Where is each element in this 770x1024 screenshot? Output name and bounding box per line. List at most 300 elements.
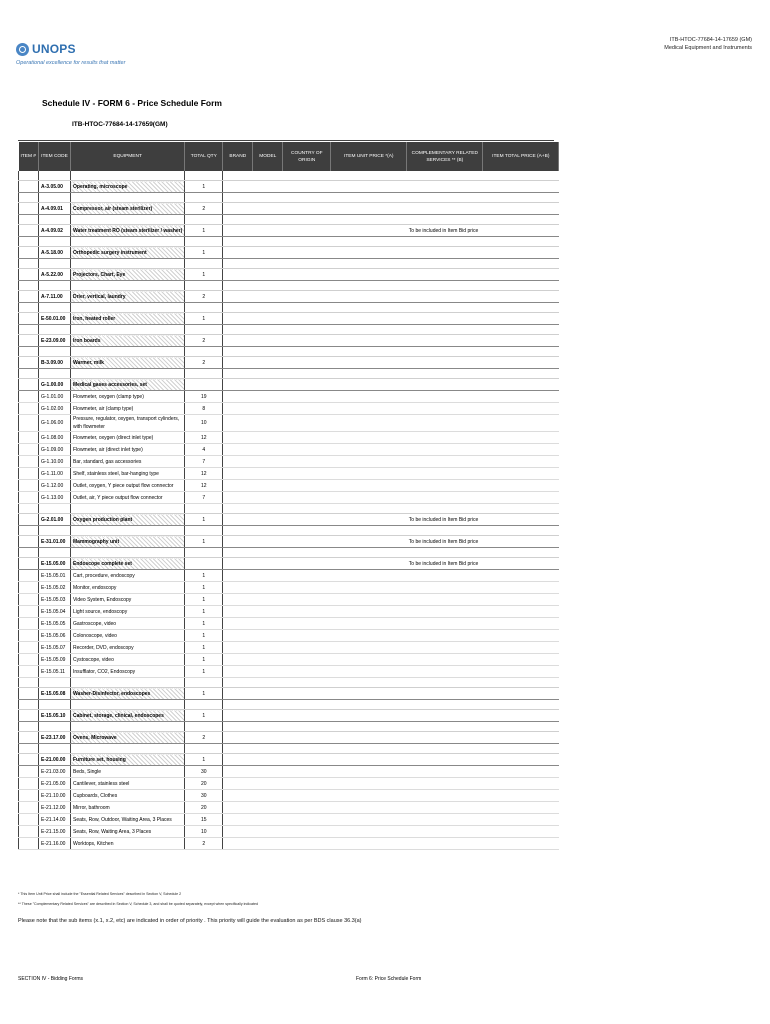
brand-cell xyxy=(223,754,253,766)
spacer-cell xyxy=(19,303,39,313)
spacer-cell xyxy=(71,237,185,247)
sub-item-row xyxy=(19,594,559,606)
table-row xyxy=(19,558,559,570)
country-cell xyxy=(283,313,331,325)
spacer-cell xyxy=(185,347,223,357)
spacer-cell xyxy=(283,347,331,357)
equipment-cell: Iron boards xyxy=(71,335,185,347)
quantity-cell: 2 xyxy=(185,357,223,369)
spacer-cell xyxy=(283,303,331,313)
item-number-cell xyxy=(19,594,39,606)
spacer-cell xyxy=(223,215,253,225)
services-cell xyxy=(407,790,483,802)
spacer-cell xyxy=(283,700,331,710)
table-header-row xyxy=(19,142,559,171)
total-price-cell xyxy=(483,754,559,766)
item-number-cell xyxy=(19,514,39,526)
spacer-cell xyxy=(39,722,71,732)
country-cell xyxy=(283,247,331,259)
unit-price-cell xyxy=(331,444,407,456)
spacer-row xyxy=(19,744,559,754)
col-code: ITEM CODE xyxy=(39,142,71,171)
total-price-cell xyxy=(483,654,559,666)
table-row xyxy=(19,313,559,325)
equipment-cell: Orthopedic surgery instrument xyxy=(71,247,185,259)
spacer-cell xyxy=(483,548,559,558)
item-code-cell: A-5.18.00 xyxy=(39,247,71,259)
spacer-cell xyxy=(253,193,283,203)
spacer-cell xyxy=(331,347,407,357)
model-cell xyxy=(253,618,283,630)
item-code-cell: G-2.01.00 xyxy=(39,514,71,526)
total-price-cell xyxy=(483,570,559,582)
brand-cell xyxy=(223,710,253,722)
country-cell xyxy=(283,754,331,766)
unit-price-cell xyxy=(331,630,407,642)
item-code-cell: E-21.00.00 xyxy=(39,754,71,766)
services-cell: To be included in Item Bid price xyxy=(407,225,483,237)
spacer-cell xyxy=(283,678,331,688)
brand-cell xyxy=(223,225,253,237)
spacer-row xyxy=(19,193,559,203)
unit-price-cell xyxy=(331,391,407,403)
item-number-cell xyxy=(19,480,39,492)
item-number-cell xyxy=(19,838,39,850)
total-price-cell xyxy=(483,514,559,526)
spacer-cell xyxy=(253,259,283,269)
quantity-cell: 1 xyxy=(185,313,223,325)
services-cell xyxy=(407,618,483,630)
equipment-cell: Medical gases accessories, set xyxy=(71,379,185,391)
spacer-cell xyxy=(39,700,71,710)
quantity-cell xyxy=(185,379,223,391)
sub-item-row xyxy=(19,570,559,582)
country-cell xyxy=(283,570,331,582)
spacer-cell xyxy=(331,193,407,203)
spacer-cell xyxy=(483,722,559,732)
total-price-cell xyxy=(483,181,559,193)
equipment-cell: Outlet, oxygen, Y piece output flow connector xyxy=(71,480,185,492)
model-cell xyxy=(253,514,283,526)
item-number-cell xyxy=(19,558,39,570)
spacer-cell xyxy=(331,259,407,269)
spacer-cell xyxy=(331,526,407,536)
unit-price-cell xyxy=(331,480,407,492)
total-price-cell xyxy=(483,357,559,369)
spacer-cell xyxy=(19,678,39,688)
country-cell xyxy=(283,710,331,722)
total-price-cell xyxy=(483,203,559,215)
spacer-cell xyxy=(331,369,407,379)
total-price-cell xyxy=(483,415,559,432)
quantity-cell: 1 xyxy=(185,247,223,259)
spacer-cell xyxy=(185,526,223,536)
unit-price-cell xyxy=(331,582,407,594)
services-cell xyxy=(407,313,483,325)
spacer-cell xyxy=(483,744,559,754)
item-number-cell xyxy=(19,802,39,814)
model-cell xyxy=(253,335,283,347)
model-cell xyxy=(253,181,283,193)
unit-price-cell xyxy=(331,432,407,444)
sub-item-row xyxy=(19,444,559,456)
item-number-cell xyxy=(19,456,39,468)
spacer-row xyxy=(19,678,559,688)
spacer-cell xyxy=(283,504,331,514)
model-cell xyxy=(253,391,283,403)
spacer-cell xyxy=(223,303,253,313)
quantity-cell: 1 xyxy=(185,754,223,766)
spacer-cell xyxy=(331,281,407,291)
quantity-cell: 10 xyxy=(185,826,223,838)
equipment-cell: Colonoscope, video xyxy=(71,630,185,642)
item-code-cell: E-15.05.00 xyxy=(39,558,71,570)
total-price-cell xyxy=(483,558,559,570)
country-cell xyxy=(283,654,331,666)
total-price-cell xyxy=(483,688,559,700)
services-cell: To be included in Item Bid price xyxy=(407,536,483,548)
equipment-cell: Washer-Disinfector, endoscopes xyxy=(71,688,185,700)
equipment-cell: Outlet, air, Y piece output flow connector xyxy=(71,492,185,504)
spacer-cell xyxy=(407,700,483,710)
services-cell xyxy=(407,432,483,444)
quantity-cell: 2 xyxy=(185,335,223,347)
footnote-2: ** These "Complementary Related Services" are described in Section V, Schedule 3, and shall be quoted separately, except when specifically indicated xyxy=(18,902,259,906)
spacer-cell xyxy=(407,744,483,754)
country-cell xyxy=(283,642,331,654)
quantity-cell: 20 xyxy=(185,778,223,790)
total-price-cell xyxy=(483,710,559,722)
quantity-cell: 2 xyxy=(185,203,223,215)
total-price-cell xyxy=(483,432,559,444)
item-code-cell: E-15.05.01 xyxy=(39,570,71,582)
spacer-cell xyxy=(331,722,407,732)
brand-cell xyxy=(223,313,253,325)
spacer-cell xyxy=(39,215,71,225)
spacer-cell xyxy=(19,526,39,536)
spacer-cell xyxy=(407,215,483,225)
brand-cell xyxy=(223,247,253,259)
sub-item-row xyxy=(19,814,559,826)
spacer-cell xyxy=(253,303,283,313)
spacer-cell xyxy=(223,325,253,335)
item-code-cell: E-21.14.00 xyxy=(39,814,71,826)
item-code-cell: G-1.09.00 xyxy=(39,444,71,456)
model-cell xyxy=(253,456,283,468)
model-cell xyxy=(253,814,283,826)
country-cell xyxy=(283,594,331,606)
sub-item-row xyxy=(19,826,559,838)
spacer-cell xyxy=(483,347,559,357)
country-cell xyxy=(283,480,331,492)
spacer-row xyxy=(19,303,559,313)
table-row xyxy=(19,291,559,303)
spacer-cell xyxy=(71,369,185,379)
total-price-cell xyxy=(483,778,559,790)
quantity-cell: 7 xyxy=(185,456,223,468)
total-price-cell xyxy=(483,468,559,480)
quantity-cell: 15 xyxy=(185,814,223,826)
brand-cell xyxy=(223,666,253,678)
model-cell xyxy=(253,778,283,790)
spacer-cell xyxy=(71,526,185,536)
total-price-cell xyxy=(483,838,559,850)
model-cell xyxy=(253,379,283,391)
country-cell xyxy=(283,618,331,630)
itb-reference: ITB-HTOC-77684-14-17659 (GM) xyxy=(669,37,752,43)
col-equipment: EQUIPMENT xyxy=(71,142,185,171)
equipment-cell: Insufflator, CO2, Endoscopy xyxy=(71,666,185,678)
brand-cell xyxy=(223,181,253,193)
spacer-cell xyxy=(39,259,71,269)
spacer-cell xyxy=(483,325,559,335)
quantity-cell: 1 xyxy=(185,582,223,594)
spacer-cell xyxy=(483,369,559,379)
item-number-cell xyxy=(19,468,39,480)
spacer-cell xyxy=(483,259,559,269)
footer-form: Form 6: Price Schedule Form xyxy=(356,976,422,982)
unit-price-cell xyxy=(331,642,407,654)
unit-price-cell xyxy=(331,379,407,391)
sub-item-row xyxy=(19,766,559,778)
priority-note: Please note that the sub items (x.1, x.2, etc) are indicated in order of priority . This priority will guide the evaluation as per BDS clause 36.3(a) xyxy=(18,918,362,924)
country-cell xyxy=(283,415,331,432)
country-cell xyxy=(283,630,331,642)
spacer-cell xyxy=(407,722,483,732)
brand-cell xyxy=(223,790,253,802)
services-cell xyxy=(407,838,483,850)
spacer-cell xyxy=(407,171,483,181)
item-number-cell xyxy=(19,754,39,766)
spacer-row xyxy=(19,526,559,536)
un-emblem-icon xyxy=(16,43,29,56)
quantity-cell: 7 xyxy=(185,492,223,504)
spacer-cell xyxy=(71,548,185,558)
quantity-cell: 30 xyxy=(185,766,223,778)
item-number-cell xyxy=(19,688,39,700)
brand-cell xyxy=(223,444,253,456)
services-cell xyxy=(407,181,483,193)
model-cell xyxy=(253,642,283,654)
itb-subtitle: ITB-HTOC-77684-14-17659(GM) xyxy=(72,121,168,128)
brand-cell xyxy=(223,826,253,838)
quantity-cell: 8 xyxy=(185,403,223,415)
total-price-cell xyxy=(483,480,559,492)
model-cell xyxy=(253,826,283,838)
services-cell xyxy=(407,379,483,391)
equipment-cell: Compressor, air (steam sterilizer) xyxy=(71,203,185,215)
item-code-cell: G-1.06.00 xyxy=(39,415,71,432)
quantity-cell: 1 xyxy=(185,606,223,618)
spacer-row xyxy=(19,237,559,247)
unit-price-cell xyxy=(331,456,407,468)
item-number-cell xyxy=(19,536,39,548)
unit-price-cell xyxy=(331,492,407,504)
col-unit-price: ITEM UNIT PRICE *(A) xyxy=(331,142,407,171)
country-cell xyxy=(283,357,331,369)
equipment-cell: Endoscope complete set xyxy=(71,558,185,570)
item-code-cell: G-1.13.00 xyxy=(39,492,71,504)
spacer-cell xyxy=(71,325,185,335)
item-code-cell: E-21.16.00 xyxy=(39,838,71,850)
country-cell xyxy=(283,181,331,193)
total-price-cell xyxy=(483,666,559,678)
item-code-cell: A-4.09.02 xyxy=(39,225,71,237)
quantity-cell: 12 xyxy=(185,480,223,492)
item-number-cell xyxy=(19,778,39,790)
services-cell: To be included in Item Bid price xyxy=(407,558,483,570)
quantity-cell: 1 xyxy=(185,514,223,526)
spacer-cell xyxy=(223,281,253,291)
col-brand: BRAND xyxy=(223,142,253,171)
brand-cell xyxy=(223,203,253,215)
item-code-cell: G-1.08.00 xyxy=(39,432,71,444)
brand-cell xyxy=(223,536,253,548)
item-number-cell xyxy=(19,432,39,444)
quantity-cell: 12 xyxy=(185,468,223,480)
unit-price-cell xyxy=(331,558,407,570)
equipment-cell: Water treatment RO (steam sterilizer / washer) xyxy=(71,225,185,237)
spacer-cell xyxy=(39,504,71,514)
page-title: Schedule IV - FORM 6 - Price Schedule Form xyxy=(42,98,222,108)
equipment-cell: Flowmeter, oxygen (clamp type) xyxy=(71,391,185,403)
spacer-cell xyxy=(253,281,283,291)
unit-price-cell xyxy=(331,666,407,678)
spacer-cell xyxy=(223,526,253,536)
footnote-1: * This Item Unit Price shall include the "Essential Related Services" described in Section V, Schedule 2 xyxy=(18,892,182,896)
unit-price-cell xyxy=(331,710,407,722)
sub-item-row xyxy=(19,802,559,814)
country-cell xyxy=(283,391,331,403)
country-cell xyxy=(283,790,331,802)
equipment-cell: Monitor, endoscopy xyxy=(71,582,185,594)
spacer-cell xyxy=(39,237,71,247)
brand-cell xyxy=(223,514,253,526)
services-cell xyxy=(407,666,483,678)
item-number-cell xyxy=(19,570,39,582)
spacer-cell xyxy=(19,744,39,754)
unit-price-cell xyxy=(331,269,407,281)
sub-item-row xyxy=(19,618,559,630)
spacer-cell xyxy=(39,548,71,558)
brand-cell xyxy=(223,802,253,814)
spacer-cell xyxy=(223,237,253,247)
services-cell xyxy=(407,630,483,642)
spacer-cell xyxy=(185,281,223,291)
equipment-cell: Cart, procedure, endoscopy xyxy=(71,570,185,582)
unit-price-cell xyxy=(331,203,407,215)
sub-item-row xyxy=(19,492,559,504)
services-cell xyxy=(407,814,483,826)
spacer-cell xyxy=(223,193,253,203)
spacer-cell xyxy=(39,325,71,335)
total-price-cell xyxy=(483,536,559,548)
quantity-cell: 12 xyxy=(185,432,223,444)
quantity-cell: 30 xyxy=(185,790,223,802)
equipment-cell: Shelf, stainless steel, bar-hanging type xyxy=(71,468,185,480)
equipment-cell: Furniture set, housing xyxy=(71,754,185,766)
model-cell xyxy=(253,203,283,215)
total-price-cell xyxy=(483,802,559,814)
item-code-cell: E-15.05.10 xyxy=(39,710,71,722)
services-cell xyxy=(407,754,483,766)
model-cell xyxy=(253,403,283,415)
brand-cell xyxy=(223,838,253,850)
brand-cell xyxy=(223,269,253,281)
item-number-cell xyxy=(19,492,39,504)
model-cell xyxy=(253,688,283,700)
unit-price-cell xyxy=(331,594,407,606)
equipment-cell: Light source, endoscopy xyxy=(71,606,185,618)
footer-section: SECTION IV - Bidding Forms xyxy=(18,976,84,982)
total-price-cell xyxy=(483,594,559,606)
item-code-cell: A-5.22.00 xyxy=(39,269,71,281)
header-reference xyxy=(664,36,752,52)
quantity-cell: 2 xyxy=(185,291,223,303)
quantity-cell: 10 xyxy=(185,415,223,432)
total-price-cell xyxy=(483,391,559,403)
total-price-cell xyxy=(483,379,559,391)
total-price-cell xyxy=(483,630,559,642)
spacer-cell xyxy=(283,744,331,754)
spacer-cell xyxy=(19,259,39,269)
sub-item-row xyxy=(19,654,559,666)
spacer-cell xyxy=(483,700,559,710)
item-code-cell: E-15.05.11 xyxy=(39,666,71,678)
country-cell xyxy=(283,606,331,618)
total-price-cell xyxy=(483,335,559,347)
brand-cell xyxy=(223,558,253,570)
model-cell xyxy=(253,754,283,766)
table-row xyxy=(19,269,559,281)
table-row xyxy=(19,335,559,347)
equipment-cell: Iron, heated roller xyxy=(71,313,185,325)
spacer-cell xyxy=(331,744,407,754)
spacer-row xyxy=(19,259,559,269)
services-cell xyxy=(407,766,483,778)
sub-item-row xyxy=(19,415,559,432)
model-cell xyxy=(253,802,283,814)
total-price-cell xyxy=(483,790,559,802)
total-price-cell xyxy=(483,225,559,237)
spacer-cell xyxy=(39,347,71,357)
item-code-cell: E-15.05.03 xyxy=(39,594,71,606)
spacer-cell xyxy=(331,504,407,514)
item-code-cell: E-21.10.00 xyxy=(39,790,71,802)
spacer-cell xyxy=(331,171,407,181)
services-cell xyxy=(407,403,483,415)
spacer-cell xyxy=(283,171,331,181)
spacer-cell xyxy=(283,215,331,225)
item-code-cell: E-15.05.08 xyxy=(39,688,71,700)
spacer-cell xyxy=(71,744,185,754)
spacer-cell xyxy=(39,281,71,291)
brand-cell xyxy=(223,618,253,630)
item-number-cell xyxy=(19,826,39,838)
country-cell xyxy=(283,379,331,391)
model-cell xyxy=(253,291,283,303)
country-cell xyxy=(283,444,331,456)
item-number-cell xyxy=(19,203,39,215)
unit-price-cell xyxy=(331,335,407,347)
item-code-cell: E-50.01.00 xyxy=(39,313,71,325)
brand-cell xyxy=(223,594,253,606)
services-cell xyxy=(407,391,483,403)
item-number-cell xyxy=(19,618,39,630)
equipment-cell: Drier, vertical, laundry xyxy=(71,291,185,303)
spacer-cell xyxy=(407,504,483,514)
table-row xyxy=(19,688,559,700)
